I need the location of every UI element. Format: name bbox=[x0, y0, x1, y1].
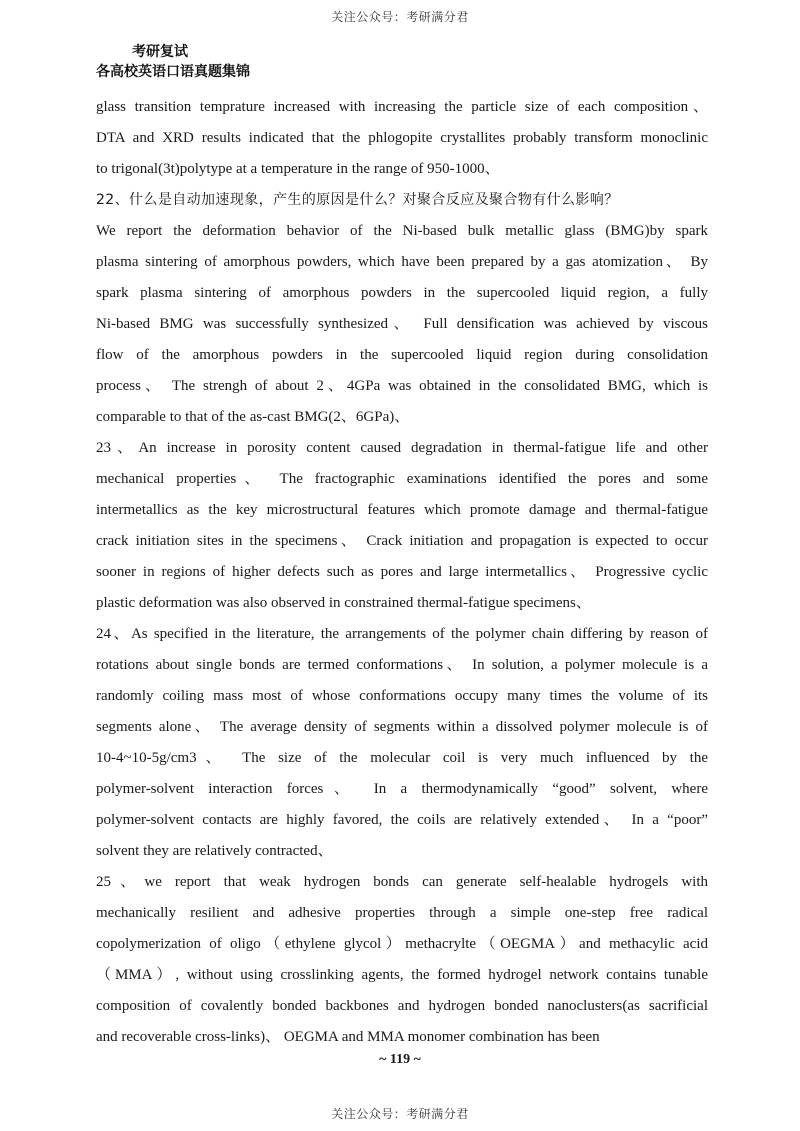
text-line: Ni-based BMG was successfully synthesized、 Full densification was achieved by viscous bbox=[96, 316, 708, 332]
document-header bbox=[96, 42, 250, 82]
watermark-top: 关注公众号：考研满分君 bbox=[331, 10, 469, 24]
text-line: 10-4~10-5g/cm3、 The size of the molecular coil is very much influenced by the bbox=[96, 750, 708, 766]
question-22-heading: 22、什么是自动加速现象，产生的原因是什么？对聚合反应及聚合物有什么影响？ bbox=[96, 192, 619, 208]
text-line: mechanical properties、 The fractographic examinations identified the pores and some bbox=[96, 471, 708, 487]
text-line: comparable to that of the as-cast BMG(2、6GPa)、 bbox=[96, 409, 410, 425]
text-line: polymer-solvent interaction forces、 In a thermodynamically “good” solvent, where bbox=[96, 781, 708, 797]
text-line: randomly coiling mass most of whose conformations occupy many times the volume of its bbox=[96, 688, 708, 704]
watermark-bottom: 关注公众号：考研满分君 bbox=[331, 1107, 469, 1121]
text-line: plasma sintering of amorphous powders, which have been prepared by a gas atomization、 By bbox=[96, 254, 708, 270]
text-line: spark plasma sintering of amorphous powders in the supercooled liquid region, a fully bbox=[96, 285, 708, 301]
text-line: We report the deformation behavior of the Ni-based bulk metallic glass (BMG)by spark bbox=[96, 223, 708, 239]
text-line: to trigonal(3t)polytype at a temperature in the range of 950-1000、 bbox=[96, 161, 500, 177]
header-subtitle: 各高校英语口语真题集锦 bbox=[96, 64, 250, 80]
text-line: sooner in regions of higher defects such as pores and large intermetallics、 Progressive cyclic bbox=[96, 564, 708, 580]
text-line: mechanically resilient and adhesive properties through a simple one-step free radical bbox=[96, 905, 708, 921]
text-line: copolymerization of oligo（ethylene glycol）methacrylte（OEGMA）and methacylic acid bbox=[96, 936, 708, 952]
text-line: segments alone、 The average density of segments within a dissolved polymer molecule is of bbox=[96, 719, 708, 735]
text-line: DTA and XRD results indicated that the phlogopite crystallites probably transform monoclinic bbox=[96, 130, 708, 146]
text-line: plastic deformation was also observed in constrained thermal-fatigue specimens、 bbox=[96, 595, 591, 611]
question-24-text: 24、As specified in the literature, the arrangements of the polymer chain differing by reason of bbox=[96, 626, 708, 642]
text-line: and recoverable cross-links)、 OEGMA and MMA monomer combination has been bbox=[96, 1029, 600, 1045]
question-25-text: 25、we report that weak hydrogen bonds can generate self-healable hydrogels with bbox=[96, 874, 708, 890]
header-title: 考研复试 bbox=[132, 44, 188, 60]
page-number: ~ 119 ~ bbox=[379, 1052, 421, 1067]
text-line: crack initiation sites in the specimens、 Crack initiation and propagation is expected to occur bbox=[96, 533, 708, 549]
text-line: composition of covalently bonded backbones and hydrogen bonded nanoclusters(as sacrificial bbox=[96, 998, 708, 1014]
text-line: process、 The strengh of about 2、4GPa was obtained in the consolidated BMG, which is bbox=[96, 378, 708, 394]
text-line: glass transition temprature increased with increasing the particle size of each composition、 bbox=[96, 99, 708, 115]
text-line: （MMA）, without using crosslinking agents, the formed hydrogel network contains tunable bbox=[96, 967, 708, 983]
page-body bbox=[96, 92, 708, 1053]
text-line: solvent they are relatively contracted、 bbox=[96, 843, 333, 859]
question-23-text: 23、An increase in porosity content caused degradation in thermal-fatigue life and other bbox=[96, 440, 708, 456]
text-line: flow of the amorphous powders in the supercooled liquid region during consolidation bbox=[96, 347, 708, 363]
text-line: intermetallics as the key microstructural features which promote damage and thermal-fatigue bbox=[96, 502, 708, 518]
text-line: polymer-solvent contacts are highly favored, the coils are relatively extended、 In a “poor” bbox=[96, 812, 708, 828]
text-line: rotations about single bonds are termed conformations、 In solution, a polymer molecule is a bbox=[96, 657, 708, 673]
